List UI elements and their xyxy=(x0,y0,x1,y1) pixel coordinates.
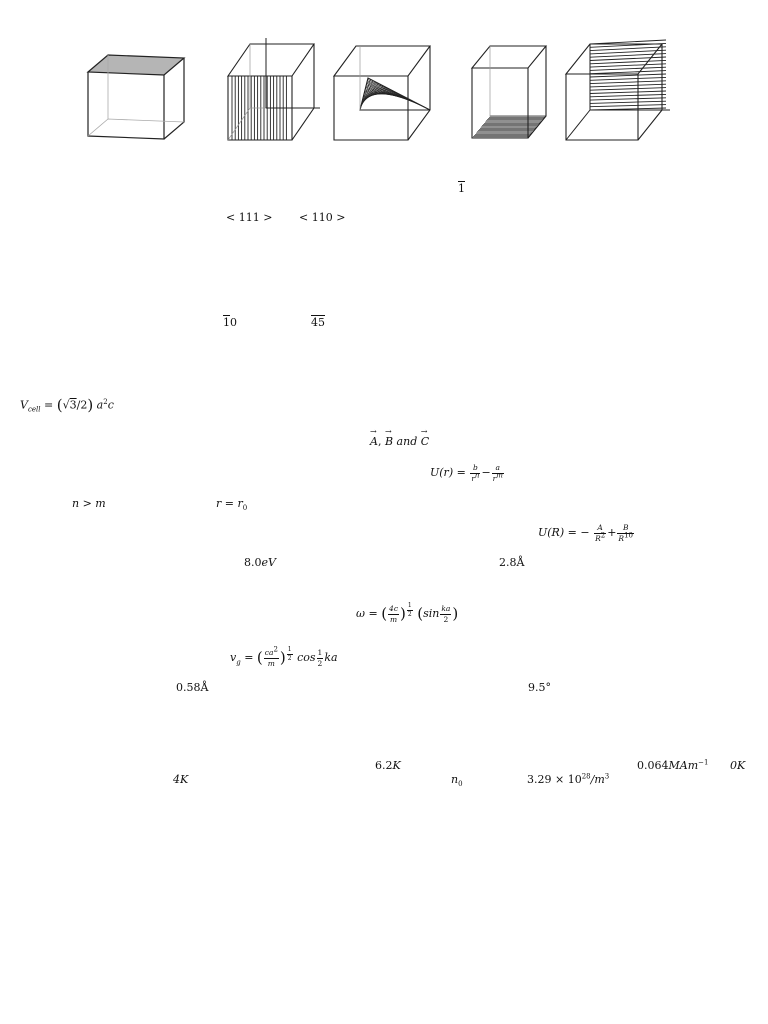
vectors-abc: → A, → B and → C xyxy=(370,436,429,447)
electron-density-symbol: $n_0$ xyxy=(451,773,463,789)
angle-value: 9.5° xyxy=(528,681,551,694)
miller-index-bar-four-five: 45 xyxy=(311,316,325,329)
electron-density-value: $3.29 \times 10^{28}/m^3$ xyxy=(527,772,610,786)
potential-u-R-formula: U(R) = − $\frac{A}{R^2}$ + $\frac{B}{R^{10}}$ xyxy=(538,523,633,543)
cube-figure-3 xyxy=(330,38,435,148)
cube-figure-1 xyxy=(82,38,192,148)
temperature-0k: 0K xyxy=(730,759,746,772)
condition-n-gt-m: n > m xyxy=(72,497,106,510)
magnetic-field-value: 0.064MAm$^{-1}$ xyxy=(637,758,709,772)
potential-u-r-formula: U(r) = $\frac{b}{r^n}$ − $\frac{a}{r^m}$ xyxy=(430,463,503,483)
energy-value: 8.0eV xyxy=(244,556,276,569)
direction-110: < 110 > xyxy=(299,211,346,224)
cell-volume-formula: $V_{cell} = (√3/2)$ $a^2c$ xyxy=(20,396,114,414)
miller-index-bar-one-zero: 10 xyxy=(223,316,237,329)
length-value: 0.58Å xyxy=(176,681,209,694)
cube-figure-2 xyxy=(224,38,324,148)
group-velocity-formula: $v_g$ = ( $\frac{ca^2}{m}$ ) $^{\frac{1}{2}}$ cos $\frac{1}{2}$ ka xyxy=(230,645,338,668)
temperature-6-2k: 6.2K xyxy=(375,759,401,772)
miller-index-bar-one: 1 xyxy=(458,182,465,195)
cube-figure-4 xyxy=(468,38,553,148)
distance-value: 2.8Å xyxy=(499,556,525,569)
cube-figure-5 xyxy=(562,38,672,148)
dispersion-omega-formula: ω = ( $\frac{4c}{m}$ ) $^{\frac{1}{2}}$ (sin $\frac{ka}{2}$ ) xyxy=(356,602,459,624)
condition-r-eq-r0: $r = r_0$ xyxy=(216,497,248,513)
direction-111: < 111 > xyxy=(226,211,273,224)
temperature-4k: 4K xyxy=(173,773,189,786)
